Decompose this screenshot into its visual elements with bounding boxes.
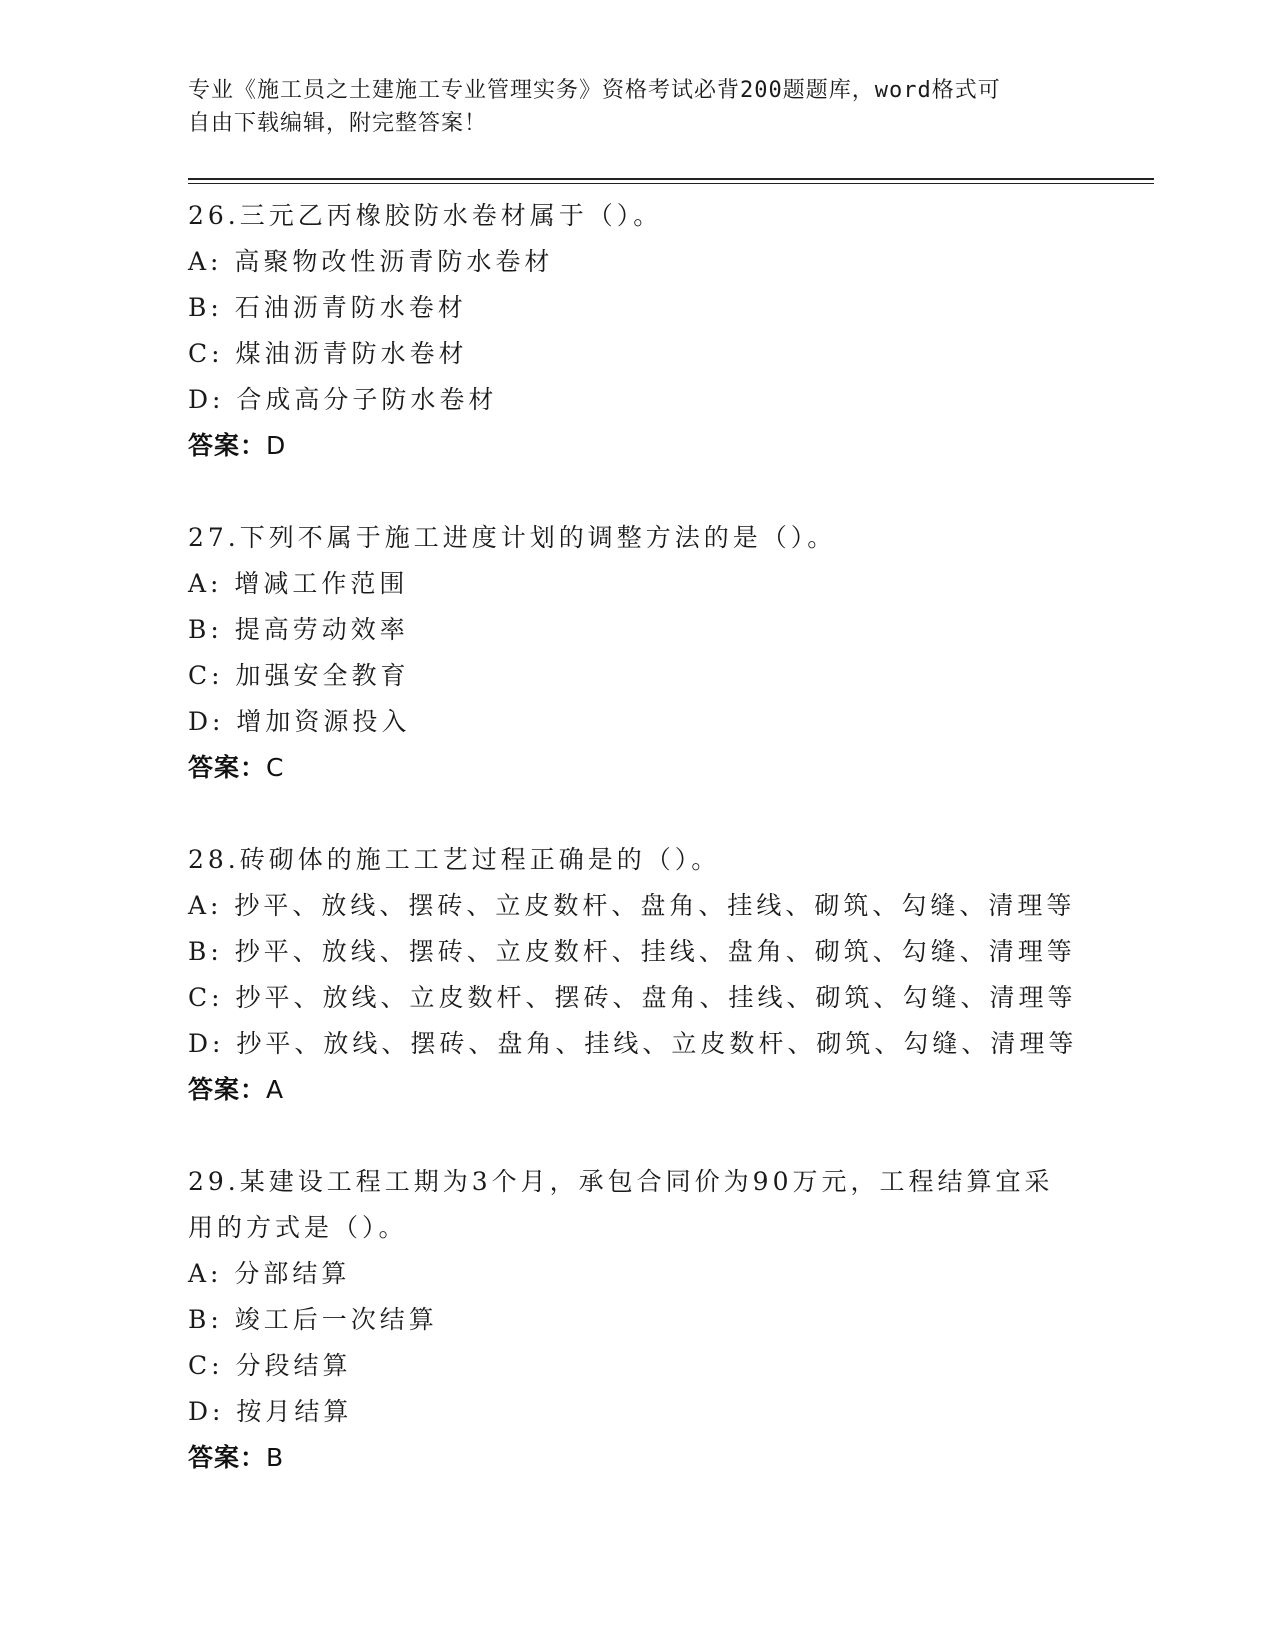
answer-label: 答案： <box>188 1443 267 1472</box>
answer-option: C: 加强安全教育 <box>188 661 410 690</box>
document-header <box>188 74 1068 140</box>
answer-value: C <box>266 753 285 782</box>
answer-line <box>188 1435 1148 1481</box>
answer-label: 答案： <box>188 1075 267 1104</box>
answer-value: D <box>266 431 287 460</box>
question-stem: 27.下列不属于施工进度计划的调整方法的是（）。 <box>188 523 837 552</box>
question-block <box>188 1159 1148 1481</box>
header-divider-thin <box>188 183 1154 184</box>
answer-label: 答案： <box>188 753 267 782</box>
answer-option: B: 提高劳动效率 <box>188 615 409 644</box>
answer-line <box>188 745 1148 791</box>
answer-option: A: 抄平、放线、摆砖、立皮数杆、盘角、挂线、砌筑、勾缝、清理等 <box>188 891 1076 920</box>
answer-option: C: 煤油沥青防水卷材 <box>188 339 468 368</box>
answer-line <box>188 423 1148 469</box>
answer-option: D: 增加资源投入 <box>188 707 411 736</box>
answer-option: B: 竣工后一次结算 <box>188 1305 438 1334</box>
question-stem: 26.三元乙丙橡胶防水卷材属于（）。 <box>188 201 663 230</box>
question-block <box>188 193 1148 469</box>
answer-option: D: 按月结算 <box>188 1397 353 1426</box>
answer-option: A: 增减工作范围 <box>188 569 409 598</box>
question-block <box>188 515 1148 791</box>
answer-value: B <box>266 1443 285 1472</box>
answer-label: 答案： <box>188 431 267 460</box>
question-stem: 用的方式是（）。 <box>188 1213 408 1242</box>
answer-option: C: 抄平、放线、立皮数杆、摆砖、盘角、挂线、砌筑、勾缝、清理等 <box>188 983 1077 1012</box>
answer-option: B: 石油沥青防水卷材 <box>188 293 467 322</box>
answer-option: A: 分部结算 <box>188 1259 351 1288</box>
header-divider-thick <box>188 178 1154 180</box>
question-stem: 28.砖砌体的施工工艺过程正确是的（）。 <box>188 845 721 874</box>
question-stem: 29.某建设工程工期为3个月，承包合同价为90万元，工程结算宜采 <box>188 1167 1054 1196</box>
header-line-2: 自由下载编辑，附完整答案！ <box>188 111 488 136</box>
header-line-1: 专业《施工员之土建施工专业管理实务》资格考试必背200题题库，word格式可 <box>188 78 1001 103</box>
answer-option: D: 合成高分子防水卷材 <box>188 385 498 414</box>
answer-option: D: 抄平、放线、摆砖、盘角、挂线、立皮数杆、砌筑、勾缝、清理等 <box>188 1029 1078 1058</box>
question-list <box>188 193 1148 1527</box>
answer-option: A: 高聚物改性沥青防水卷材 <box>188 247 554 276</box>
answer-option: C: 分段结算 <box>188 1351 352 1380</box>
answer-line <box>188 1067 1148 1113</box>
answer-value: A <box>266 1075 285 1104</box>
answer-option: B: 抄平、放线、摆砖、立皮数杆、挂线、盘角、砌筑、勾缝、清理等 <box>188 937 1076 966</box>
question-block <box>188 837 1148 1113</box>
